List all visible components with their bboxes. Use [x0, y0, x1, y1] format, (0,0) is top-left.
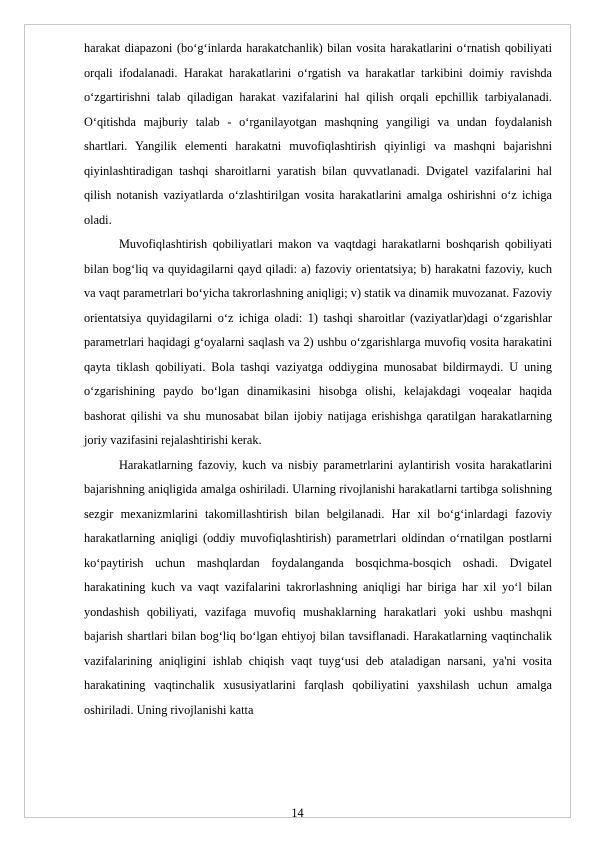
document-body: [84, 36, 552, 722]
paragraph-coordination-abilities: Muvofiqlashtirish qobiliyatlari makon va vaqtdagi harakatlarni boshqarish qobiliyati bilan bog‘liq va quyidagilarni qayd qiladi: a) fazoviy orientatsiya; b) harakatni fazoviy, kuch va vaqt parametrlari bo‘yicha takrorlashning aniqligi; v) statik va dinamik muvozanat. Fazoviy orientatsiya quyidagilarni o‘z ichiga oladi: 1) tashqi sharoitlar (vaziyatlar)dagi o‘zgarishlar parametrlari haqidagi g‘oyalarni saqlash va 2) ushbu o‘zgarishlarga muvofiq vosita harakatini qayta tiklash qobiliyati. Bola tashqi vaziyatga oddiygina munosabat bildirmaydi. U uning o‘zgarishining paydo bo‘lgan dinamikasini hisobga olishi, kelajakdagi voqealar haqida bashorat qilishi va shu munosabat bilan ijobiy natijaga erishishga qaratilgan harakatlarning joriy vazifasini rejalashtirishi kerak.: [84, 237, 552, 447]
paragraph-continuation: harakat diapazoni (bo‘g‘inlarda harakatchanlik) bilan vosita harakatlarini o‘rnatish qobiliyati orqali ifodalanadi. Harakat harakatlarini o‘rgatish va harakatlar tarkibini doimiy ravishda o‘zgartirishni talab qiladigan harakat vazifalarini hal qilish orqali epchillik tarbiyalanadi. O‘qitishda majburiy talab - o‘rganilayotgan mashqning yangiligi va undan foydalanish shartlari. Yangilik elementi harakatni muvofiqlashtirish qiyinligi va mashqni bajarishni qiyinlashtiradigan tashqi sharoitlarni yaratish bilan quvvatlanadi. Dvigatel vazifalarini hal qilish notanish vaziyatlarda o‘zlashtirilgan vosita harakatlarini amalga oshirishni o‘z ichiga oladi.: [84, 41, 552, 227]
paragraph-movement-parameters: Harakatlarning fazoviy, kuch va nisbiy parametrlarini aylantirish vosita harakatlarini bajarishning aniqligida amalga oshiriladi. Ularning rivojlanishi harakatlarni tartibga solishning sezgir mexanizmlarini takomillashtirish bilan belgilanadi. Har xil bo‘g‘inlardagi fazoviy harakatlarning aniqligi (oddiy muvofiqlashtirish) parametrlari oldindan o‘rnatilgan postlarni ko‘paytirish uchun mashqlardan foydalanganda bosqichma-bosqich oshadi. Dvigatel harakatining kuch va vaqt vazifalarini takrorlashning aniqligi har biriga har xil yo‘l bilan yondashish qobiliyati, vazifaga muvofiq mushaklarning harakatlari yoki ushbu mashqni bajarish shartlari bilan bog‘liq bo‘lgan ehtiyoj bilan tavsiflanadi. Harakatlarning vaqtinchalik vazifalarining aniqligini ishlab chiqish vaqt tuyg‘usi deb ataladigan narsani, ya'ni vosita harakatining vaqtinchalik xususiyatlarini farqlash qobiliyatini yaxshilash uchun amalga oshiriladi. Uning rivojlanishi katta: [84, 457, 552, 717]
page-number: 14: [291, 806, 304, 820]
